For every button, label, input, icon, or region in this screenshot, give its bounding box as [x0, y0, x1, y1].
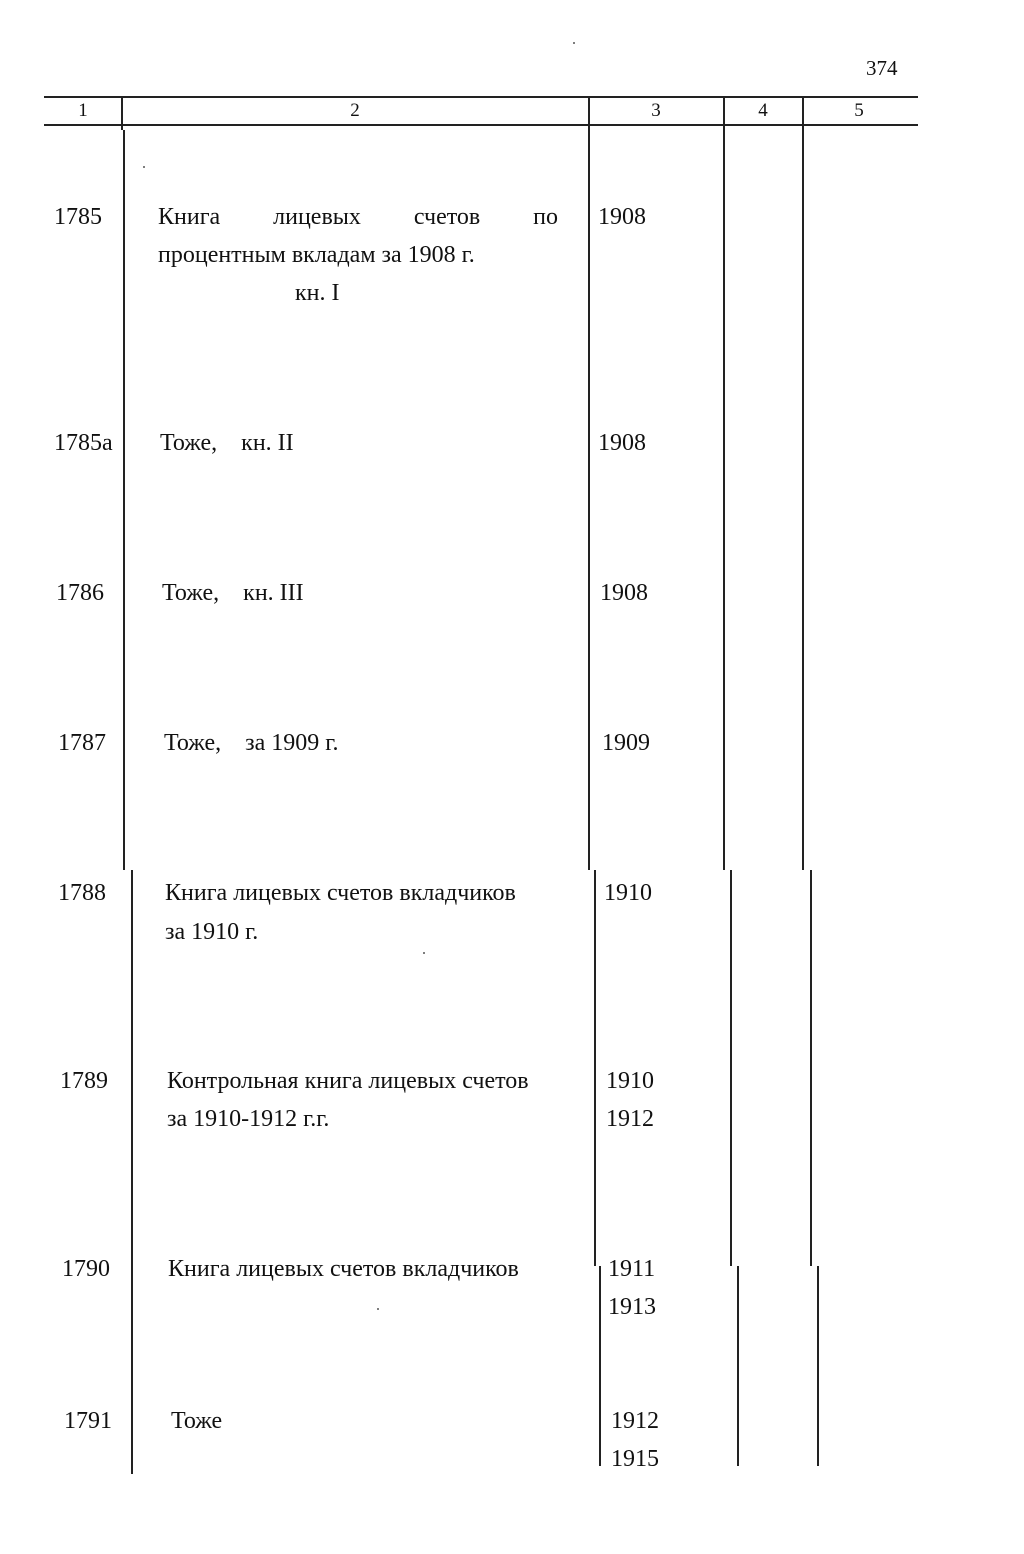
row-1786-description-line: Тоже, кн. III [162, 580, 304, 606]
row-1791-year: 1915 [611, 1446, 659, 1472]
column-divider-3-4 [730, 870, 732, 1266]
column-divider-4-5 [817, 1266, 819, 1466]
row-1790-number: 1790 [62, 1256, 110, 1282]
column-header-5: 5 [854, 100, 864, 121]
row-1785-description-line [158, 198, 558, 236]
column-divider-4-5 [810, 870, 812, 1266]
column-divider-1-2 [123, 130, 125, 870]
word: по [533, 204, 558, 230]
header-bottom-rule [44, 124, 918, 126]
row-1791-year: 1912 [611, 1408, 659, 1434]
row-1789-year: 1912 [606, 1106, 654, 1132]
column-header-3: 3 [651, 100, 661, 121]
scan-speck [143, 166, 145, 168]
row-1790-year: 1913 [608, 1294, 656, 1320]
row-1788-description-line: Книга лицевых счетов вкладчиков [165, 880, 516, 906]
row-1789-year: 1910 [606, 1068, 654, 1094]
row-1791-description-line: Тоже [171, 1408, 223, 1434]
row-1791-number: 1791 [64, 1408, 112, 1434]
row-1787-description-line: Тоже, за 1909 г. [164, 730, 339, 756]
row-1790-year: 1911 [608, 1256, 656, 1282]
page-number: 374 [866, 56, 898, 80]
row-1786-number: 1786 [56, 580, 104, 606]
row-1785-description-line: процентным вкладам за 1908 г. [158, 242, 475, 268]
scan-speck [377, 1308, 379, 1310]
column-divider-2-3 [594, 870, 596, 1266]
column-header-1: 1 [78, 100, 88, 121]
row-1786-year: 1908 [600, 580, 648, 606]
column-divider-1-2 [131, 870, 133, 1474]
row-1785-number: 1785 [54, 204, 102, 230]
row-1789-number: 1789 [60, 1068, 108, 1094]
column-divider-4-5 [802, 98, 804, 870]
row-1789-description-line: Контрольная книга лицевых счетов [167, 1068, 529, 1094]
column-header-4: 4 [758, 100, 768, 121]
scan-speck [573, 42, 575, 44]
row-1785a-year: 1908 [598, 430, 646, 456]
row-1785a-description-line: Тоже, кн. II [160, 430, 294, 456]
word: Книга [158, 204, 221, 230]
column-divider-2-3 [599, 1266, 601, 1466]
row-1787-year: 1909 [602, 730, 650, 756]
row-1790-description-line: Книга лицевых счетов вкладчиков [168, 1256, 519, 1282]
header-top-rule [44, 96, 918, 98]
word: счетов [413, 204, 481, 230]
row-1785a-number: 1785а [54, 430, 113, 456]
row-1785-year: 1908 [598, 204, 646, 230]
row-1788-description-line: за 1910 г. [165, 919, 259, 945]
word: лицевых [273, 204, 361, 230]
column-divider-2-3 [588, 98, 590, 870]
row-1789-description-line: за 1910-1912 г.г. [167, 1106, 330, 1132]
row-1788-year: 1910 [604, 880, 652, 906]
row-1787-number: 1787 [58, 730, 106, 756]
column-divider-3-4 [723, 98, 725, 870]
row-1788-number: 1788 [58, 880, 106, 906]
column-header-2: 2 [350, 100, 360, 121]
scan-speck [423, 952, 425, 954]
row-1785-description-line: кн. I [295, 280, 340, 306]
column-divider-3-4 [737, 1266, 739, 1466]
